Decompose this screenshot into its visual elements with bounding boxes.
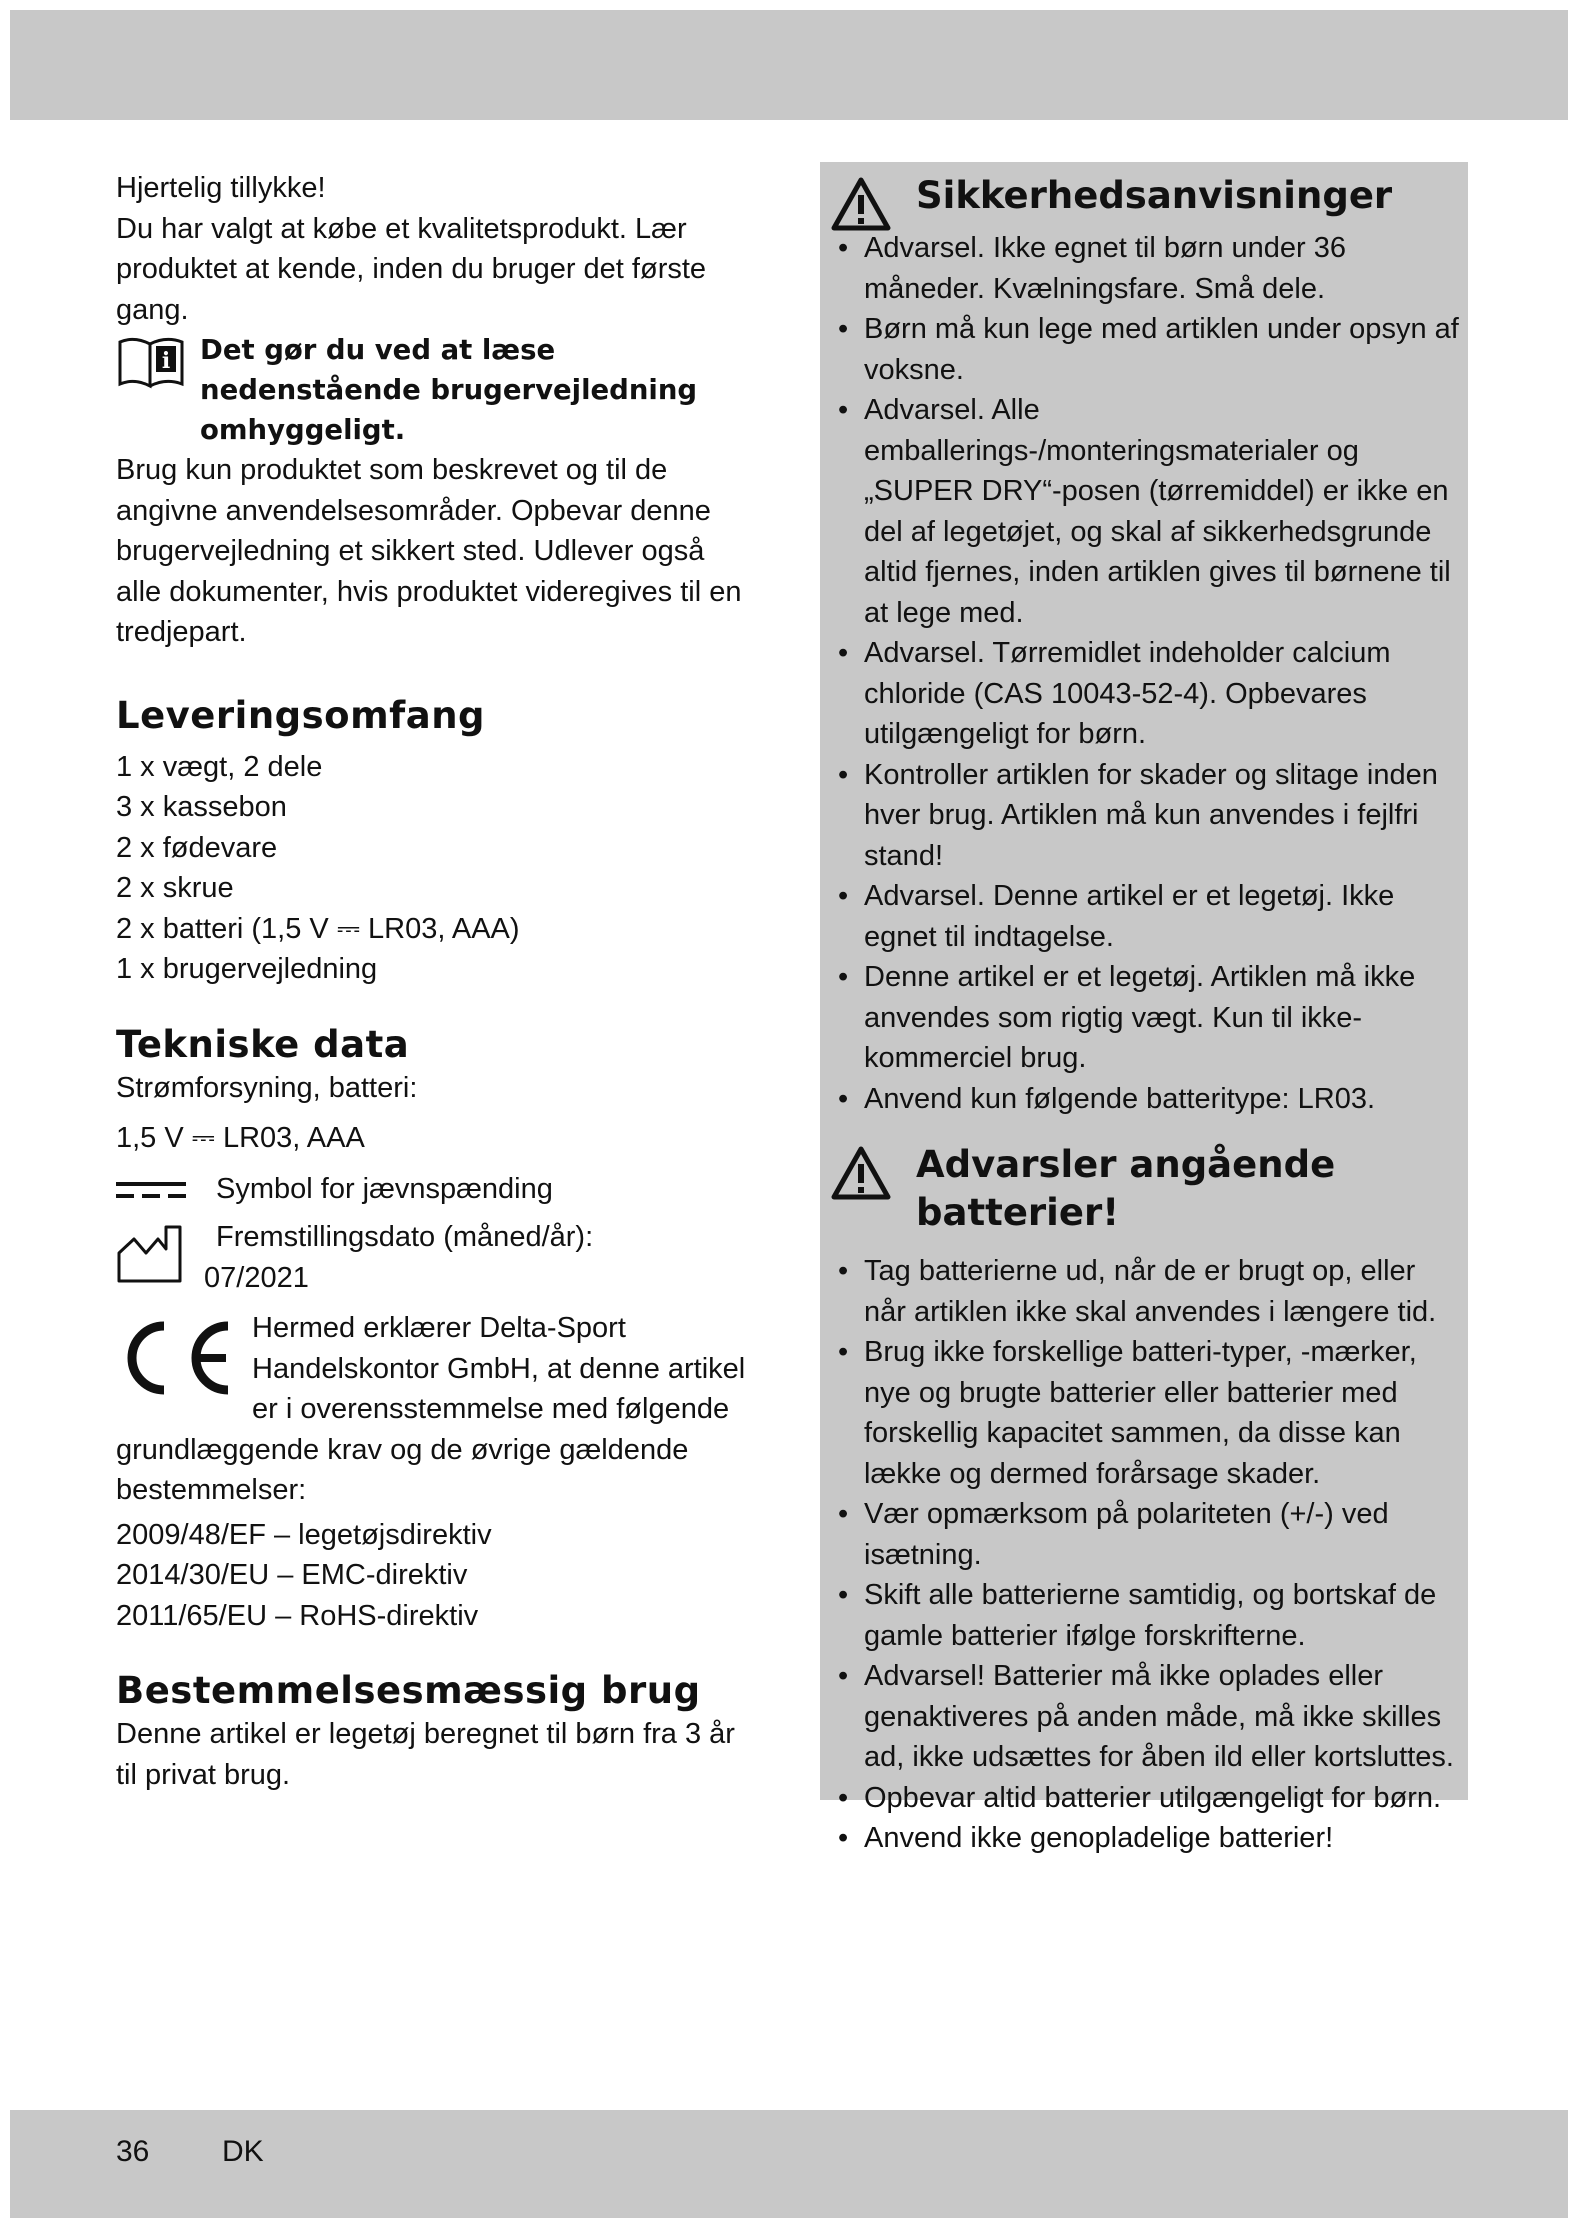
page-number: 36 [116, 2135, 150, 2168]
warning-triangle-icon [830, 1145, 892, 1201]
technical-heading: Tekniske data [116, 1022, 410, 1066]
list-item: • Advarsel. Alle emballerings-/monteringsmaterialer og „SUPER DRY“-posen (tørremiddel) er ikke en del af legetøjet, og skal af sikkerhedsgrunde altid fjernes, inden artiklen gives til børnene til at lege med. [828, 390, 1460, 633]
safety-list [828, 228, 1460, 1119]
svg-text:i: i [161, 348, 171, 374]
intended-use-heading: Bestemmelsesmæssig brug [116, 1669, 701, 1712]
list-item: 3 x kassebon [116, 791, 287, 823]
list-item: • Opbevar altid batterier utilgængeligt for børn. [828, 1778, 1460, 1819]
list-item: • Anvend kun følgende batteritype: LR03. [828, 1079, 1460, 1120]
read-manual-note: i Det gør du ved at læse nedenstående brugervejledning omhyggeligt. [116, 330, 756, 450]
delivery-list [116, 747, 756, 990]
list-item: • Vær opmærksom på polariteten (+/-) ved isætning. [828, 1494, 1460, 1575]
intended-use-text: Denne artikel er legetøj beregnet til børn fra 3 år til privat brug. [116, 1718, 735, 1791]
list-item: • Tag batterierne ud, når de er brugt op, eller når artiklen ikke skal anvendes i længere tid. [828, 1251, 1460, 1332]
list-item: • Advarsel. Tørremidlet indeholder calcium chloride (CAS 10043-52-4). Opbevares utilgængeligt for børn. [828, 633, 1460, 755]
list-item: • Advarsel. Denne artikel er et legetøj. Ikke egnet til indtagelse. [828, 876, 1460, 957]
list-item: 1 x vægt, 2 dele [116, 750, 323, 783]
safety-heading: Sikkerhedsanvisninger [828, 172, 1460, 220]
battery-list [828, 1251, 1460, 1859]
intro-text: Du har valgt at købe et kvalitetsprodukt. Lær produktet at kende, inden du bruger det første gang. [116, 212, 707, 326]
battery-heading: Advarsler angående batterier! [828, 1141, 1460, 1237]
factory-icon [116, 1223, 184, 1285]
list-item: • Børn må kun lege med artiklen under opsyn af voksne. [828, 309, 1460, 390]
left-column [116, 168, 756, 1795]
list-item: 2011/65/EU – RoHS-direktiv [116, 1599, 479, 1632]
language-code: DK [222, 2135, 264, 2168]
list-item: • Kontroller artiklen for skader og slitage inden hver brug. Artiklen må kun anvendes i fejlfri stand! [828, 755, 1460, 877]
safety-panel [820, 162, 1468, 1854]
intro-usage: Brug kun produktet som beskrevet og til de angivne anvendelsesområder. Opbevar denne brugervejledning et sikkert sted. Udlever også alle dokumenter, hvis produktet videregives til en tredjepart. [116, 454, 742, 648]
list-item: • Denne artikel er et legetøj. Artiklen må ikke anvendes som rigtig vægt. Kun til ikke-kommerciel brug. [828, 957, 1460, 1079]
list-item: • Brug ikke forskellige batteri-typer, -mærker, nye og brugte batterier eller batterier med forskellig kapacitet sammen, da disse kan lække og dermed forårsage skader. [828, 1332, 1460, 1494]
list-item: • Anvend ikke genopladelige batterier! [828, 1818, 1460, 1859]
book-info-icon [116, 336, 186, 390]
list-item: • Advarsel! Batterier må ikke oplades eller genaktiveres på anden måde, må ikke skilles ad, ikke udsættes for åben ild eller kortsluttes. [828, 1656, 1460, 1778]
warning-triangle-icon [830, 176, 892, 232]
dc-symbol-icon [116, 1181, 186, 1201]
ce-mark-icon [116, 1318, 236, 1398]
intro-greeting: Hjertelig tillykke! [116, 172, 326, 204]
ce-declaration: Hermed erklærer Delta-Sport Handelskontor GmbH, at denne artikel er i overensstemmelse med følgende grundlæggende krav og de øvrige gældende bestemmelser: [116, 1312, 746, 1506]
delivery-heading: Leveringsomfang [116, 693, 486, 737]
list-item: 2009/48/EF – legetøjsdirektiv [116, 1518, 492, 1551]
power-label: Strømforsyning, batteri: [116, 1071, 418, 1104]
mfg-date-row: Fremstillingsdato (måned/år): 07/2021 [116, 1217, 756, 1298]
list-item: • Advarsel. Ikke egnet til børn under 36 måneder. Kvælningsfare. Små dele. [828, 228, 1460, 309]
list-item: 2 x batteri (1,5 V ⎓ LR03, AAA) [116, 912, 520, 945]
list-item: 2014/30/EU – EMC-direktiv [116, 1559, 468, 1591]
list-item: • Skift alle batterierne samtidig, og bortskaf de gamle batterier ifølge forskrifterne. [828, 1575, 1460, 1656]
list-item: 2 x skrue [116, 872, 234, 904]
dc-symbol-row: Symbol for jævnspænding [116, 1169, 756, 1210]
power-value: 1,5 V ⎓ LR03, AAA [116, 1122, 365, 1154]
directives-list [116, 1515, 756, 1637]
list-item: 2 x fødevare [116, 831, 278, 864]
header-band [10, 10, 1568, 120]
list-item: 1 x brugervejledning [116, 953, 378, 985]
